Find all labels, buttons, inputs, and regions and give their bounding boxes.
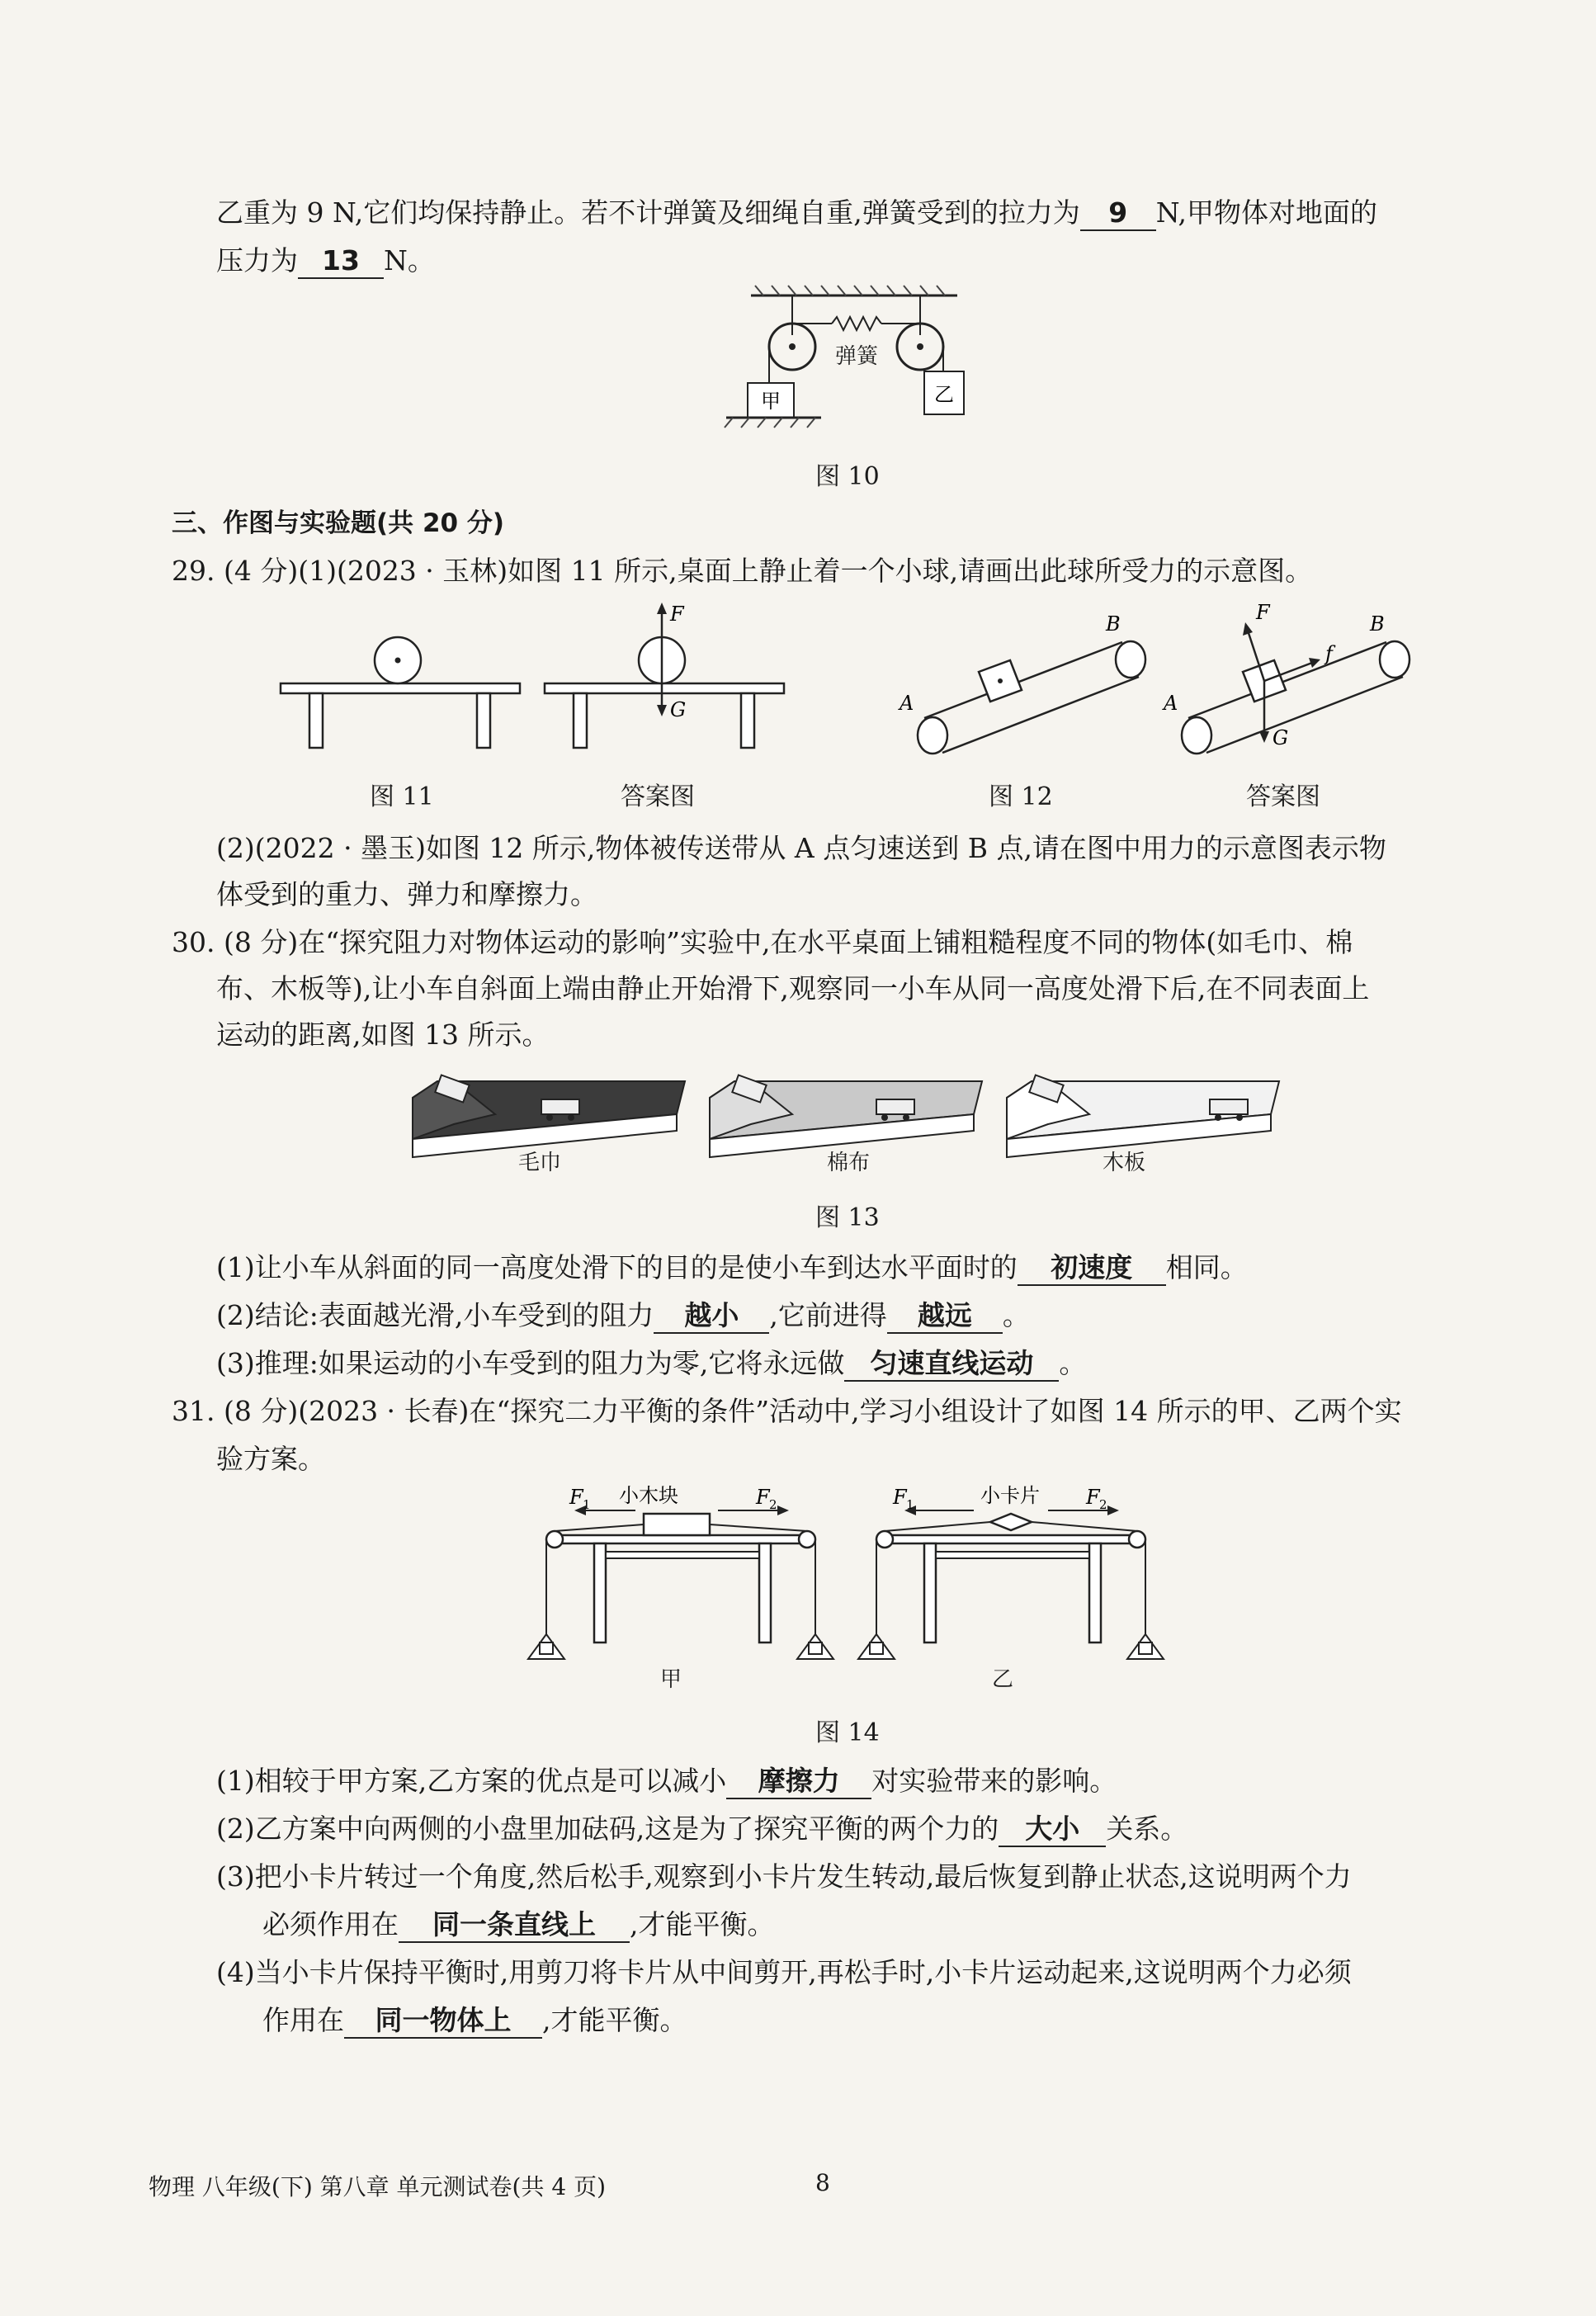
jia-F1-sub: 1 xyxy=(583,1497,591,1512)
section3-title: 三、作图与实验题(共 20 分) xyxy=(172,508,505,538)
ans11-label-F: F xyxy=(670,603,684,626)
page-number: 8 xyxy=(815,2169,830,2196)
q28-line1-text-b: N,甲物体对地面的 xyxy=(1155,196,1377,229)
q31-sub1-answer: 摩擦力 xyxy=(726,1765,871,1799)
surface-towel-label: 毛巾 xyxy=(518,1151,562,1175)
q30-sub3 xyxy=(216,1345,1086,1382)
q30-sub3-answer: 匀速直线运动 xyxy=(844,1347,1059,1382)
surface-wood-label: 木板 xyxy=(1103,1151,1146,1175)
q31-sub3-text-b: ,才能平衡。 xyxy=(630,1908,775,1940)
spring-label: 弹簧 xyxy=(834,344,879,369)
ans12-conveyor xyxy=(1162,601,1409,754)
page-footer xyxy=(149,2169,606,2202)
plan-yi-label: 乙 xyxy=(992,1667,1014,1692)
yi-F2-label: F xyxy=(1086,1486,1100,1509)
q31-sub4-text-b: ,才能平衡。 xyxy=(542,2004,687,2036)
q31-sub4-line1: (4)当小卡片保持平衡时,用剪刀将卡片从中间剪开,再松手时,小卡片运动起来,这说明两个力必须 xyxy=(216,1956,1352,1988)
figure-14 xyxy=(520,1486,1180,1684)
jia-F1-label: F xyxy=(569,1486,583,1509)
fig12-label-A: A xyxy=(900,692,914,715)
q30-sub1-text-b: 相同。 xyxy=(1165,1251,1248,1283)
q31-sub1 xyxy=(216,1763,1117,1799)
q31-line2: 验方案。 xyxy=(216,1443,325,1475)
q31-sub2-answer: 大小 xyxy=(999,1813,1106,1847)
fig12-conveyor xyxy=(898,612,1145,754)
q31-sub1-text-b: 对实验带来的影响。 xyxy=(871,1765,1117,1797)
fig14-caption: 图 14 xyxy=(815,1718,880,1747)
jia-F2-sub: 2 xyxy=(769,1497,777,1512)
fig11-caption: 图 11 xyxy=(370,782,434,811)
q30-sub2-text-c: 。 xyxy=(1002,1299,1030,1331)
fig12-caption: 图 12 xyxy=(989,782,1053,811)
ans12-label-B: B xyxy=(1370,612,1385,636)
q30-sub3-text: (3)推理:如果运动的小车受到的阻力为零,它将永远做 xyxy=(216,1347,845,1379)
q30-sub3-text-b: 。 xyxy=(1059,1347,1087,1379)
fig11-table xyxy=(281,637,520,748)
ans11-caption: 答案图 xyxy=(621,782,695,811)
q30-sub2-answer-1: 越小 xyxy=(654,1299,769,1334)
fig14-wood-block xyxy=(644,1514,710,1535)
q30-sub2-text-b: ,它前进得 xyxy=(769,1299,887,1331)
fig12-label-B: B xyxy=(1106,612,1121,636)
q30-line1: 30. (8 分)在“探究阻力对物体运动的影响”实验中,在水平桌面上铺粗糙程度不同的物体(如毛巾、棉 xyxy=(172,926,1353,958)
q31-sub1-text: (1)相较于甲方案,乙方案的优点是可以减小 xyxy=(216,1765,727,1797)
q31-sub2 xyxy=(216,1811,1188,1847)
q31-sub4-text: 作用在 xyxy=(262,2004,344,2036)
ans11-table xyxy=(545,603,784,748)
q28-line1 xyxy=(216,195,1377,231)
q31-sub3-line2 xyxy=(262,1907,775,1943)
q28-answer-2: 13 xyxy=(298,244,384,279)
q31-sub3-line1: (3)把小卡片转过一个角度,然后松手,观察到小卡片发生转动,最后恢复到静止状态,这说明两个力 xyxy=(216,1860,1352,1893)
jia-F2-label: F xyxy=(756,1486,770,1509)
q28-line1-text: 乙重为 9 N,它们均保持静止。若不计弹簧及细绳自重,弹簧受到的拉力为 xyxy=(216,196,1080,229)
spring xyxy=(832,317,881,330)
q28-line2-text-b: N。 xyxy=(384,244,435,277)
q31-sub3-text: 必须作用在 xyxy=(262,1908,399,1940)
q30-sub2 xyxy=(216,1297,1030,1334)
q30-sub1-answer: 初速度 xyxy=(1018,1251,1166,1286)
fig14-plan-yi xyxy=(858,1484,1164,1659)
surface-cotton-label: 棉布 xyxy=(827,1151,871,1175)
yi-F1-sub: 1 xyxy=(906,1497,914,1512)
ceiling-hatch xyxy=(755,286,945,295)
q31-sub4-answer: 同一物体上 xyxy=(344,2004,542,2039)
q30-sub1-text: (1)让小车从斜面的同一高度处滑下的目的是使小车到达水平面时的 xyxy=(216,1251,1018,1283)
fig14-card xyxy=(990,1514,1032,1530)
block-yi-label: 乙 xyxy=(934,383,954,406)
q30-sub2-text: (2)结论:表面越光滑,小车受到的阻力 xyxy=(216,1299,654,1331)
ans11-label-G: G xyxy=(670,698,687,721)
fig10-caption: 图 10 xyxy=(815,462,880,491)
q30-sub2-answer-2: 越远 xyxy=(887,1299,1003,1334)
yi-F2-sub: 2 xyxy=(1099,1497,1107,1512)
q29-part2-line1: (2)(2022 · 墨玉)如图 12 所示,物体被传送带从 A 点匀速送到 B 点,请在图中用力的示意图表示物 xyxy=(216,832,1386,864)
ans12-label-F: F xyxy=(1256,601,1270,624)
q30-line2: 布、木板等),让小车自斜面上端由静止开始滑下,观察同一小车从同一高度处滑下后,在不同表面上 xyxy=(216,972,1370,1004)
ans12-label-G: G xyxy=(1273,726,1289,749)
q28-line2 xyxy=(216,243,435,279)
q28-line2-text: 压力为 xyxy=(216,244,298,277)
q30-sub1 xyxy=(216,1250,1248,1286)
ans12-caption: 答案图 xyxy=(1246,782,1320,811)
q29-line1: 29. (4 分)(1)(2023 · 玉林)如图 11 所示,桌面上静止着一个小球,请画出此球所受力的示意图。 xyxy=(172,555,1313,587)
q31-sub2-text: (2)乙方案中向两侧的小盘里加砝码,这是为了探究平衡的两个力的 xyxy=(216,1813,999,1845)
plan-jia-label: 甲 xyxy=(660,1667,682,1692)
q29-part2-line2: 体受到的重力、弹力和摩擦力。 xyxy=(216,878,597,910)
footer-text: 物理 八年级(下) 第八章 单元测试卷(共 4 页) xyxy=(149,2173,607,2200)
ans12-label-A: A xyxy=(1164,692,1178,715)
yi-F1-label: F xyxy=(893,1486,907,1509)
fig13-caption: 图 13 xyxy=(815,1203,880,1232)
q31-sub4-line2 xyxy=(262,2002,687,2039)
figures-11-12 xyxy=(272,594,1428,784)
card-label: 小卡片 xyxy=(980,1484,1040,1507)
figure-10 xyxy=(718,281,982,446)
q31-line1: 31. (8 分)(2023 · 长春)在“探究二力平衡的条件”活动中,学习小组设计了如图 14 所示的甲、乙两个实 xyxy=(172,1395,1402,1427)
block-jia-label: 甲 xyxy=(761,390,781,413)
q31-sub3-answer: 同一条直线上 xyxy=(399,1908,630,1943)
ans12-label-f: f xyxy=(1325,642,1333,665)
q30-line3: 运动的距离,如图 13 所示。 xyxy=(216,1019,550,1051)
q31-sub2-text-b: 关系。 xyxy=(1106,1813,1188,1845)
wood-block-label: 小木块 xyxy=(619,1484,678,1507)
fig14-plan-jia xyxy=(528,1484,833,1659)
q28-answer-1: 9 xyxy=(1080,196,1156,231)
